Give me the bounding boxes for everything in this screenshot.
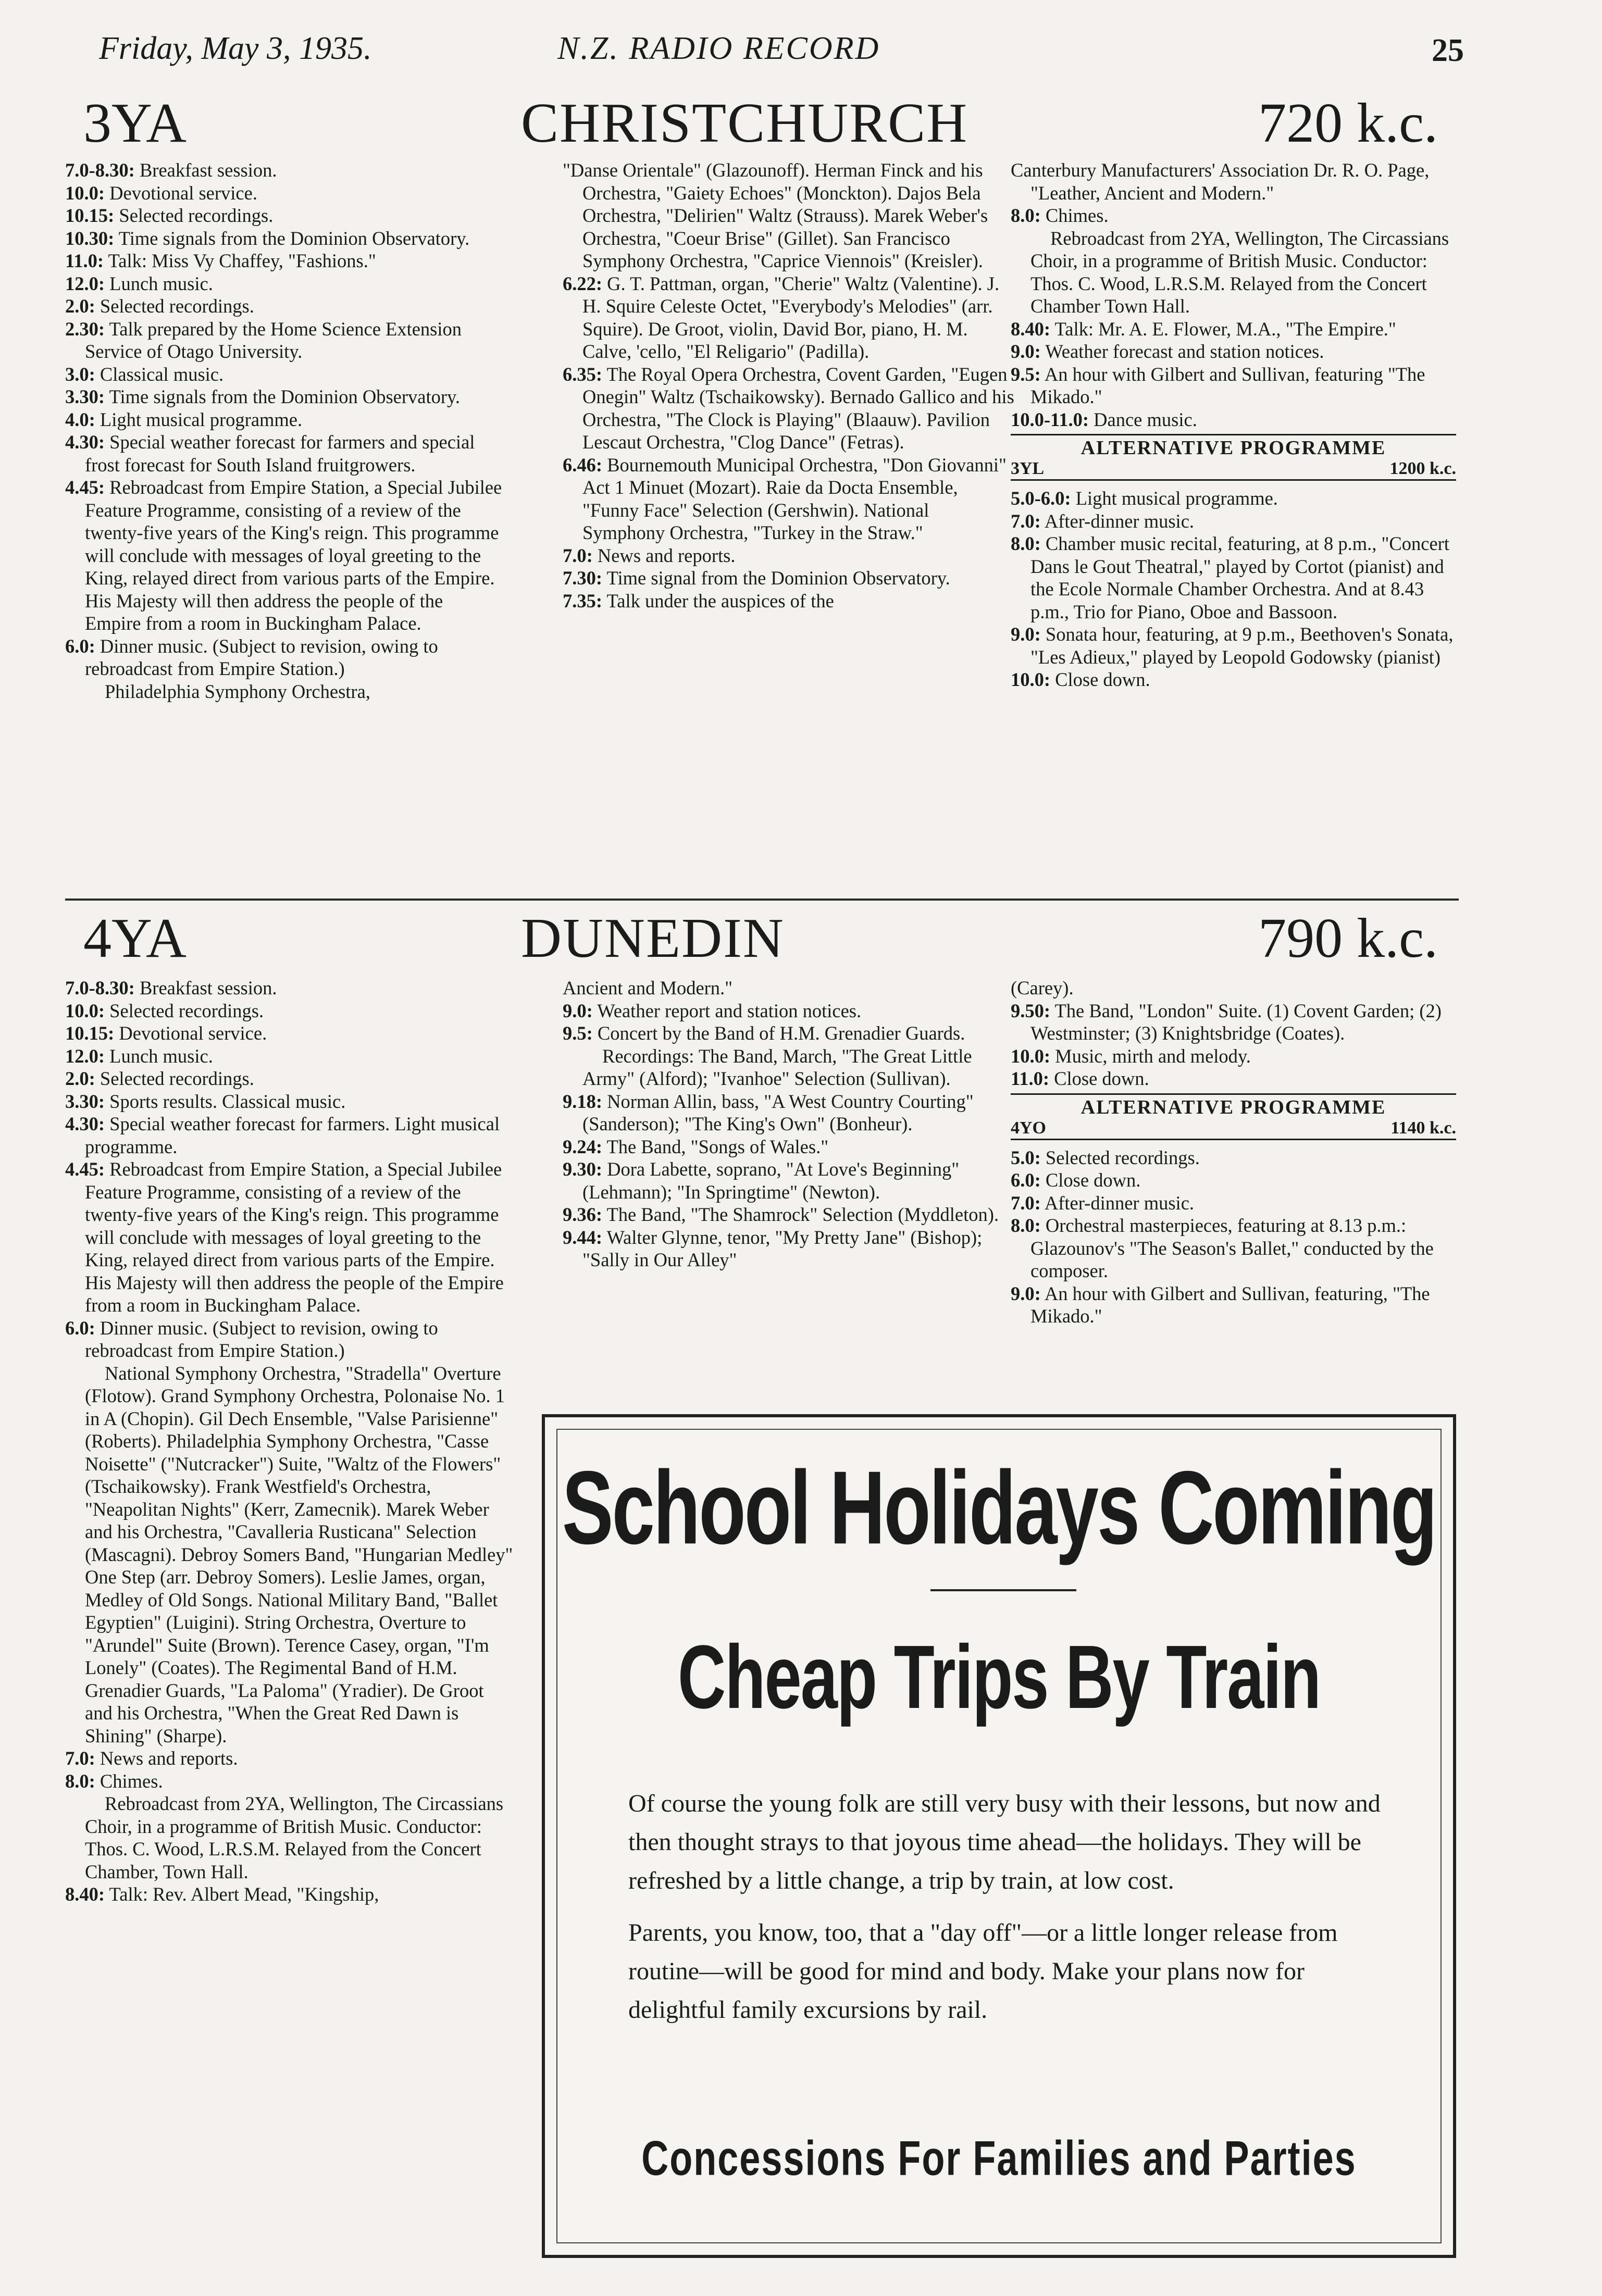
program-entry xyxy=(1011,977,1456,1000)
program-entry xyxy=(1011,487,1456,510)
entry-time: 3.30: xyxy=(65,386,105,407)
program-entry xyxy=(563,1022,1016,1045)
entry-text: Light musical programme. xyxy=(1075,488,1278,509)
advert-body xyxy=(628,1785,1384,2043)
entry-text: Walter Glynne, tenor, "My Pretty Jane" (Bishop); "Sally in Our Alley" xyxy=(582,1226,983,1270)
entry-time: 6.0: xyxy=(1011,1169,1041,1191)
program-entry xyxy=(65,182,503,205)
entry-time: 8.40: xyxy=(1011,318,1051,340)
program-entry xyxy=(563,363,1016,454)
entry-text: Close down. xyxy=(1054,1068,1149,1089)
entry-text: Light musical programme. xyxy=(100,408,303,430)
program-entry xyxy=(65,1883,513,1906)
advert-rule xyxy=(930,1589,1076,1591)
entry-time: 9.5: xyxy=(1011,363,1041,385)
advert-subheadline: Cheap Trips By Train xyxy=(677,1627,1321,1728)
entry-time: 4.0: xyxy=(65,408,95,430)
entry-time: 7.0: xyxy=(1011,510,1041,532)
entry-time: 9.0: xyxy=(1011,1282,1041,1304)
station-frequency: 790 k.c. xyxy=(1258,907,1438,969)
entry-text: Devotional service. xyxy=(109,182,257,204)
program-entry xyxy=(65,272,503,295)
section-divider xyxy=(65,899,1459,901)
entry-text: Orchestral masterpieces, featuring at 8.13 p.m.: Glazounov's "The Season's Ballet," conducted by the composer. xyxy=(1030,1215,1434,1281)
program-entry xyxy=(563,1090,1016,1135)
entry-time: 6.0: xyxy=(65,1317,95,1339)
entry-text: Talk: Miss Vy Chaffey, "Fashions." xyxy=(108,250,376,271)
entry-text: Rebroadcast from 2YA, Wellington, The Circassians Choir, in a programme of British Music. Conductor: Thos. C. Wood, L.R.S.M. Relayed from the Concert Chamber Town Hall. xyxy=(1030,227,1449,317)
program-entry xyxy=(65,1362,513,1748)
entry-time: 10.30: xyxy=(65,227,115,249)
entry-text: The Band, "London" Suite. (1) Covent Garden; (2) Westminster; (3) Knightsbridge (Coates). xyxy=(1030,1000,1442,1044)
program-entry xyxy=(1011,204,1456,227)
magazine-title: N.Z. RADIO RECORD xyxy=(557,31,880,66)
entry-text: Selected recordings. xyxy=(109,1000,264,1021)
alternative-station-row xyxy=(1011,1118,1456,1140)
program-entry xyxy=(563,1226,1016,1271)
entry-text: Chamber music recital, featuring, at 8 p.m., "Concert Dans le Gout Theatral," played by Cortot (pianist) and the Ecole Normale Chamber Orchestra. And at 8.43 p.m., Trio for Piano, Oboe and Bassoon. xyxy=(1030,533,1449,622)
entry-text: Philadelphia Symphony Orchestra, xyxy=(105,680,370,702)
program-entry xyxy=(1011,159,1456,204)
station-call-sign: 3YA xyxy=(83,92,187,154)
entry-text: Talk: Rev. Albert Mead, "Kingship, xyxy=(109,1883,379,1905)
program-entry xyxy=(65,159,503,182)
entry-time: 5.0: xyxy=(1011,1146,1041,1168)
entry-text: Devotional service. xyxy=(119,1022,267,1044)
entry-text: Time signal from the Dominion Observatory. xyxy=(606,567,950,589)
entry-time: 9.44: xyxy=(563,1226,603,1248)
entry-text: Music, mirth and melody. xyxy=(1055,1045,1251,1067)
entry-time: 9.0: xyxy=(1011,623,1041,645)
program-column-3ya-2 xyxy=(563,159,1016,612)
program-entry xyxy=(563,1000,1016,1022)
program-entry xyxy=(563,567,1016,590)
entry-text: After-dinner music. xyxy=(1044,1192,1195,1214)
entry-time: 7.0: xyxy=(65,1748,95,1769)
entry-text: An hour with Gilbert and Sullivan, featuring "The Mikado." xyxy=(1030,363,1425,407)
alternative-programme-4yo xyxy=(1011,1093,1456,1328)
program-entry xyxy=(65,635,503,680)
program-entry xyxy=(1011,340,1456,363)
program-entry xyxy=(65,1113,513,1158)
entry-time: 9.18: xyxy=(563,1090,603,1112)
advert-paragraph-1: Of course the young folk are still very busy with their lessons, but now and then thought strays to that joyous time ahead—the holidays. They will be refreshed by a little change, a trip by train, at low cost. xyxy=(628,1790,1381,1894)
program-entry xyxy=(1011,1067,1456,1090)
entry-text: An hour with Gilbert and Sullivan, featuring, "The Mikado." xyxy=(1030,1282,1430,1327)
entry-time: 4.45: xyxy=(65,477,105,498)
program-entry xyxy=(65,1770,513,1793)
program-entry xyxy=(65,363,503,386)
entry-text: Close down. xyxy=(1055,669,1150,690)
program-entry xyxy=(563,1045,1016,1090)
entry-text: Ancient and Modern." xyxy=(563,977,733,999)
entry-text: (Carey). xyxy=(1011,977,1074,999)
entry-text: Concert by the Band of H.M. Grenadier Guards. xyxy=(597,1022,965,1044)
entry-text: Rebroadcast from Empire Station, a Special Jubilee Feature Programme, consisting of a review of the twenty-five years of the King's reign. This programme will conclude with messages of loyal greeting to the King, relayed direct from various parts of the Empire. His Majesty will then address the people of the Empire from a room in Buckingham Palace. xyxy=(85,1158,504,1316)
entry-text: Weather forecast and station notices. xyxy=(1045,341,1324,362)
entry-text: Canterbury Manufacturers' Association Dr. R. O. Page, "Leather, Ancient and Modern." xyxy=(1011,159,1430,204)
program-entry xyxy=(65,1747,513,1770)
entry-time: 2.0: xyxy=(65,295,95,317)
entry-time: 8.0: xyxy=(1011,1215,1041,1236)
program-entry xyxy=(1011,1146,1456,1169)
entry-time: 9.0: xyxy=(1011,341,1041,362)
alternative-list xyxy=(1011,1146,1456,1328)
entry-text: Talk prepared by the Home Science Extension Service of Otago University. xyxy=(85,318,462,362)
program-entry xyxy=(563,272,1016,363)
program-column-3ya-1 xyxy=(65,159,503,703)
program-column-3ya-3 xyxy=(1011,159,1456,691)
program-entry xyxy=(1011,510,1456,533)
alternative-station-row xyxy=(1011,458,1456,481)
entry-text: "Danse Orientale" (Glazounoff). Herman Finck and his Orchestra, "Gaiety Echoes" (Monckton). Dajos Bela Orchestra, "Delirien" Waltz (Strauss). Marek Weber's Orchestra, "Coeur Brise" (Gillet). San Francisco Symphony Orchestra, "Caprice Viennois" (Kreisler). xyxy=(563,159,988,271)
entry-time: 12.0: xyxy=(65,272,105,294)
entry-text: Rebroadcast from Empire Station, a Special Jubilee Feature Programme, consisting of a review of the twenty-five years of the King's reign. This programme will conclude with messages of loyal greeting to the King, relayed direct from various parts of the Empire. His Majesty will then address the people of the Empire from a room in Buckingham Palace. xyxy=(85,477,502,634)
page-number: 25 xyxy=(1432,33,1464,68)
entry-text: Time signals from the Dominion Observatory. xyxy=(118,227,470,249)
entry-time: 12.0: xyxy=(65,1045,105,1067)
entry-time: 2.30: xyxy=(65,318,105,340)
alternative-call-sign: 4YO xyxy=(1011,1118,1046,1138)
program-entry xyxy=(65,227,503,250)
entry-time: 11.0: xyxy=(1011,1068,1050,1089)
entry-text: Close down. xyxy=(1045,1169,1141,1191)
program-entry xyxy=(65,1045,513,1068)
entry-time: 10.0: xyxy=(1011,669,1051,690)
entry-text: Time signals from the Dominion Observatory. xyxy=(109,386,461,407)
alternative-frequency: 1200 k.c. xyxy=(1389,459,1456,478)
entry-time: 6.46: xyxy=(563,454,603,476)
program-entry xyxy=(65,431,503,476)
alternative-heading: ALTERNATIVE PROGRAMME xyxy=(1081,437,1386,459)
entry-time: 9.0: xyxy=(563,1000,593,1021)
program-entry xyxy=(65,1000,513,1022)
program-entry xyxy=(65,295,503,318)
entry-text: Lunch music. xyxy=(109,272,213,294)
program-entry xyxy=(65,249,503,272)
entry-text: Breakfast session. xyxy=(139,159,277,181)
entry-text: Special weather forecast for farmers. Light musical programme. xyxy=(85,1113,500,1157)
entry-time: 7.30: xyxy=(563,567,603,589)
alternative-call-sign: 3YL xyxy=(1011,459,1045,478)
entry-time: 9.50: xyxy=(1011,1000,1051,1021)
program-entry xyxy=(1011,1282,1456,1328)
entry-text: The Band, "The Shamrock" Selection (Myddleton). xyxy=(606,1204,999,1225)
program-column-4ya-3 xyxy=(1011,977,1456,1328)
alternative-programme-3yl xyxy=(1011,434,1456,691)
program-entry xyxy=(1011,1192,1456,1215)
entry-text: G. T. Pattman, organ, "Cherie" Waltz (Valentine). J. H. Squire Celeste Octet, "Everybody's Melodies" (arr. Squire). De Groot, violin, David Bor, piano, H. M. Calve, 'cello, "El Religario" (Padilla). xyxy=(582,272,1000,362)
entry-time: 6.0: xyxy=(65,635,95,657)
entry-text: Breakfast session. xyxy=(139,977,277,999)
program-entry xyxy=(1011,532,1456,623)
entry-time: 10.0-11.0: xyxy=(1011,408,1089,430)
entry-text: Weather report and station notices. xyxy=(597,1000,862,1021)
entry-text: Dinner music. (Subject to revision, owing to rebroadcast from Empire Station.) xyxy=(85,1317,438,1361)
station-city: CHRISTCHURCH xyxy=(521,92,968,154)
program-entry xyxy=(563,590,1016,613)
program-entry xyxy=(65,1022,513,1045)
program-entry xyxy=(65,318,503,363)
program-entry xyxy=(563,1158,1016,1203)
entry-time: 7.35: xyxy=(563,590,603,612)
entry-time: 9.30: xyxy=(563,1158,603,1180)
entry-text: Dinner music. (Subject to revision, owing to rebroadcast from Empire Station.) xyxy=(85,635,438,679)
entry-text: Talk: Mr. A. E. Flower, M.A., "The Empire." xyxy=(1054,318,1396,340)
entry-time: 9.5: xyxy=(563,1022,593,1044)
page-header xyxy=(99,26,1464,78)
program-entry xyxy=(1011,1045,1456,1068)
alternative-frequency: 1140 k.c. xyxy=(1390,1118,1456,1138)
program-entry xyxy=(563,454,1016,544)
entry-time: 3.0: xyxy=(65,363,95,385)
program-entry xyxy=(1011,623,1456,668)
program-entry xyxy=(563,544,1016,567)
alternative-list xyxy=(1011,487,1456,691)
entry-time: 7.0: xyxy=(1011,1192,1041,1214)
entry-time: 7.0-8.30: xyxy=(65,159,135,181)
entry-time: 8.0: xyxy=(1011,533,1041,554)
issue-date: Friday, May 3, 1935. xyxy=(99,31,372,66)
entry-text: Sports results. Classical music. xyxy=(109,1090,346,1112)
advert-footer: Concessions For Families and Parties xyxy=(641,2131,1357,2186)
program-entry xyxy=(65,1792,513,1883)
entry-text: Lunch music. xyxy=(109,1045,213,1067)
entry-time: 10.0: xyxy=(65,182,105,204)
program-entry xyxy=(65,1090,513,1113)
entry-text: Recordings: The Band, March, "The Great Little Army" (Alford); "Ivanhoe" Selection (Sullivan). xyxy=(582,1045,972,1089)
entry-time: 10.15: xyxy=(65,205,115,226)
entry-time: 8.40: xyxy=(65,1883,105,1905)
program-entry xyxy=(1011,1169,1456,1192)
entry-text: Bournemouth Municipal Orchestra, "Don Giovanni" Act 1 Minuet (Mozart). Raie da Docta Ensemble, "Funny Face" Selection (Gershwin). National Symphony Orchestra, "Turkey in the Straw." xyxy=(582,454,1007,543)
advert-paragraph-2: Parents, you know, too, that a "day off"—or a little longer release from routine—will be good for mind and body. Make your plans now for delightful family excursions by rail. xyxy=(628,1919,1338,2024)
entry-time: 11.0: xyxy=(65,250,104,271)
entry-text: News and reports. xyxy=(100,1748,238,1769)
entry-time: 10.0: xyxy=(65,1000,105,1021)
entry-time: 6.22: xyxy=(563,272,603,294)
station-heading-3ya xyxy=(73,91,1438,156)
station-city: DUNEDIN xyxy=(521,907,785,969)
program-column-4ya-2 xyxy=(563,977,1016,1271)
program-entry xyxy=(1011,363,1456,408)
program-entry xyxy=(1011,318,1456,341)
entry-time: 10.15: xyxy=(65,1022,115,1044)
entry-text: After-dinner music. xyxy=(1044,510,1195,532)
program-entry xyxy=(65,977,513,1000)
program-list xyxy=(1011,159,1456,431)
program-entry xyxy=(65,408,503,431)
entry-time: 8.0: xyxy=(1011,205,1041,226)
entry-time: 7.0-8.30: xyxy=(65,977,135,999)
entry-time: 6.35: xyxy=(563,363,603,385)
entry-time: 4.30: xyxy=(65,431,105,453)
entry-time: 9.36: xyxy=(563,1204,603,1225)
entry-text: Chimes. xyxy=(1045,205,1109,226)
railway-advertisement xyxy=(542,1414,1456,2258)
entry-time: 7.0: xyxy=(563,544,593,566)
program-entry xyxy=(563,977,1016,1000)
program-column-4ya-1 xyxy=(65,977,513,1906)
entry-text: National Symphony Orchestra, "Stradella" Overture (Flotow). Grand Symphony Orchestra, Polonaise No. 1 in A (Chopin). Gil Dech Ensemble, "Valse Parisienne" (Roberts). Philadelphia Symphony Orchestra, "Casse Noisette" ("Nutcracker") Suite, "Waltz of the Flowers" (Tschaikowsky). Frank Westfield's Orchestra, "Neapolitan Nights" (Kerr, Zamecnik). Marek Weber and his Orchestra, "Cavalleria Rusticana" Selection (Mascagni). Debroy Somers Band, "Hungarian Medley" One Step (arr. Debroy Somers). Leslie James, organ, Medley of Old Songs. National Military Band, "Ballet Egyptien" (Luigini). String Orchestra, Overture to "Arundel" Suite (Brown). Terence Casey, organ, "I'm Lonely" (Coates). The Regimental Band of H.M. Grenadier Guards, "La Paloma" (Yradier). De Groot and his Orchestra, "When the Great Red Dawn is Shining" (Sharpe). xyxy=(85,1362,513,1746)
entry-time: 4.30: xyxy=(65,1113,105,1134)
station-call-sign: 4YA xyxy=(83,907,187,969)
entry-time: 2.0: xyxy=(65,1068,95,1089)
program-entry xyxy=(65,204,503,227)
program-entry xyxy=(1011,408,1456,431)
entry-text: Selected recordings. xyxy=(100,1068,254,1089)
entry-time: 3.30: xyxy=(65,1090,105,1112)
entry-text: Talk under the auspices of the xyxy=(606,590,834,612)
entry-text: News and reports. xyxy=(597,544,736,566)
program-entry xyxy=(1011,1000,1456,1045)
entry-time: 5.0-6.0: xyxy=(1011,488,1071,509)
program-entry xyxy=(1011,227,1456,318)
entry-time: 9.24: xyxy=(563,1135,603,1157)
entry-text: The Band, "Songs of Wales." xyxy=(606,1135,829,1157)
advert-headline: School Holidays Coming xyxy=(562,1450,1436,1566)
program-entry xyxy=(1011,1214,1456,1282)
station-frequency: 720 k.c. xyxy=(1258,92,1438,154)
alternative-heading: ALTERNATIVE PROGRAMME xyxy=(1081,1096,1386,1118)
entry-text: Special weather forecast for farmers and special frost forecast for South Island fruitgrowers. xyxy=(85,431,475,476)
entry-time: 10.0: xyxy=(1011,1045,1051,1067)
program-entry xyxy=(65,385,503,408)
entry-text: The Royal Opera Orchestra, Covent Garden, "Eugen Onegin" Waltz (Tschaikowsky). Bernado Gallico and his Orchestra, "The Clock is Playing" (Blaauw). Pavilion Lescaut Orchestra, "Clog Dance" (Fetras). xyxy=(582,363,1014,453)
entry-text: Classical music. xyxy=(100,363,224,385)
entry-time: 4.45: xyxy=(65,1158,105,1180)
entry-text: Selected recordings. xyxy=(100,295,254,317)
program-entry xyxy=(1011,668,1456,691)
program-entry xyxy=(563,1203,1016,1226)
entry-text: Chimes. xyxy=(100,1770,163,1792)
entry-text: Dora Labette, soprano, "At Love's Beginning" (Lehmann); "In Springtime" (Newton). xyxy=(582,1158,960,1203)
program-entry xyxy=(563,159,1016,272)
program-entry xyxy=(65,1317,513,1362)
program-entry xyxy=(65,1067,513,1090)
program-entry xyxy=(65,1158,513,1317)
station-heading-4ya xyxy=(73,906,1438,971)
program-entry xyxy=(65,476,503,635)
entry-text: Norman Allin, bass, "A West Country Courting" (Sanderson); "The King's Own" (Bonheur). xyxy=(582,1090,974,1134)
program-list xyxy=(1011,977,1456,1090)
entry-text: Dance music. xyxy=(1094,408,1197,430)
program-entry xyxy=(65,680,503,703)
entry-text: Selected recordings. xyxy=(119,205,274,226)
program-entry xyxy=(563,1135,1016,1158)
entry-text: Sonata hour, featuring, at 9 p.m., Beethoven's Sonata, "Les Adieux," played by Leopold Godowsky (pianist) xyxy=(1030,623,1454,668)
entry-text: Rebroadcast from 2YA, Wellington, The Circassians Choir, in a programme of British Music. Conductor: Thos. C. Wood, L.R.S.M. Relayed from the Concert Chamber, Town Hall. xyxy=(85,1793,504,1882)
entry-time: 8.0: xyxy=(65,1770,95,1792)
entry-text: Selected recordings. xyxy=(1045,1146,1200,1168)
